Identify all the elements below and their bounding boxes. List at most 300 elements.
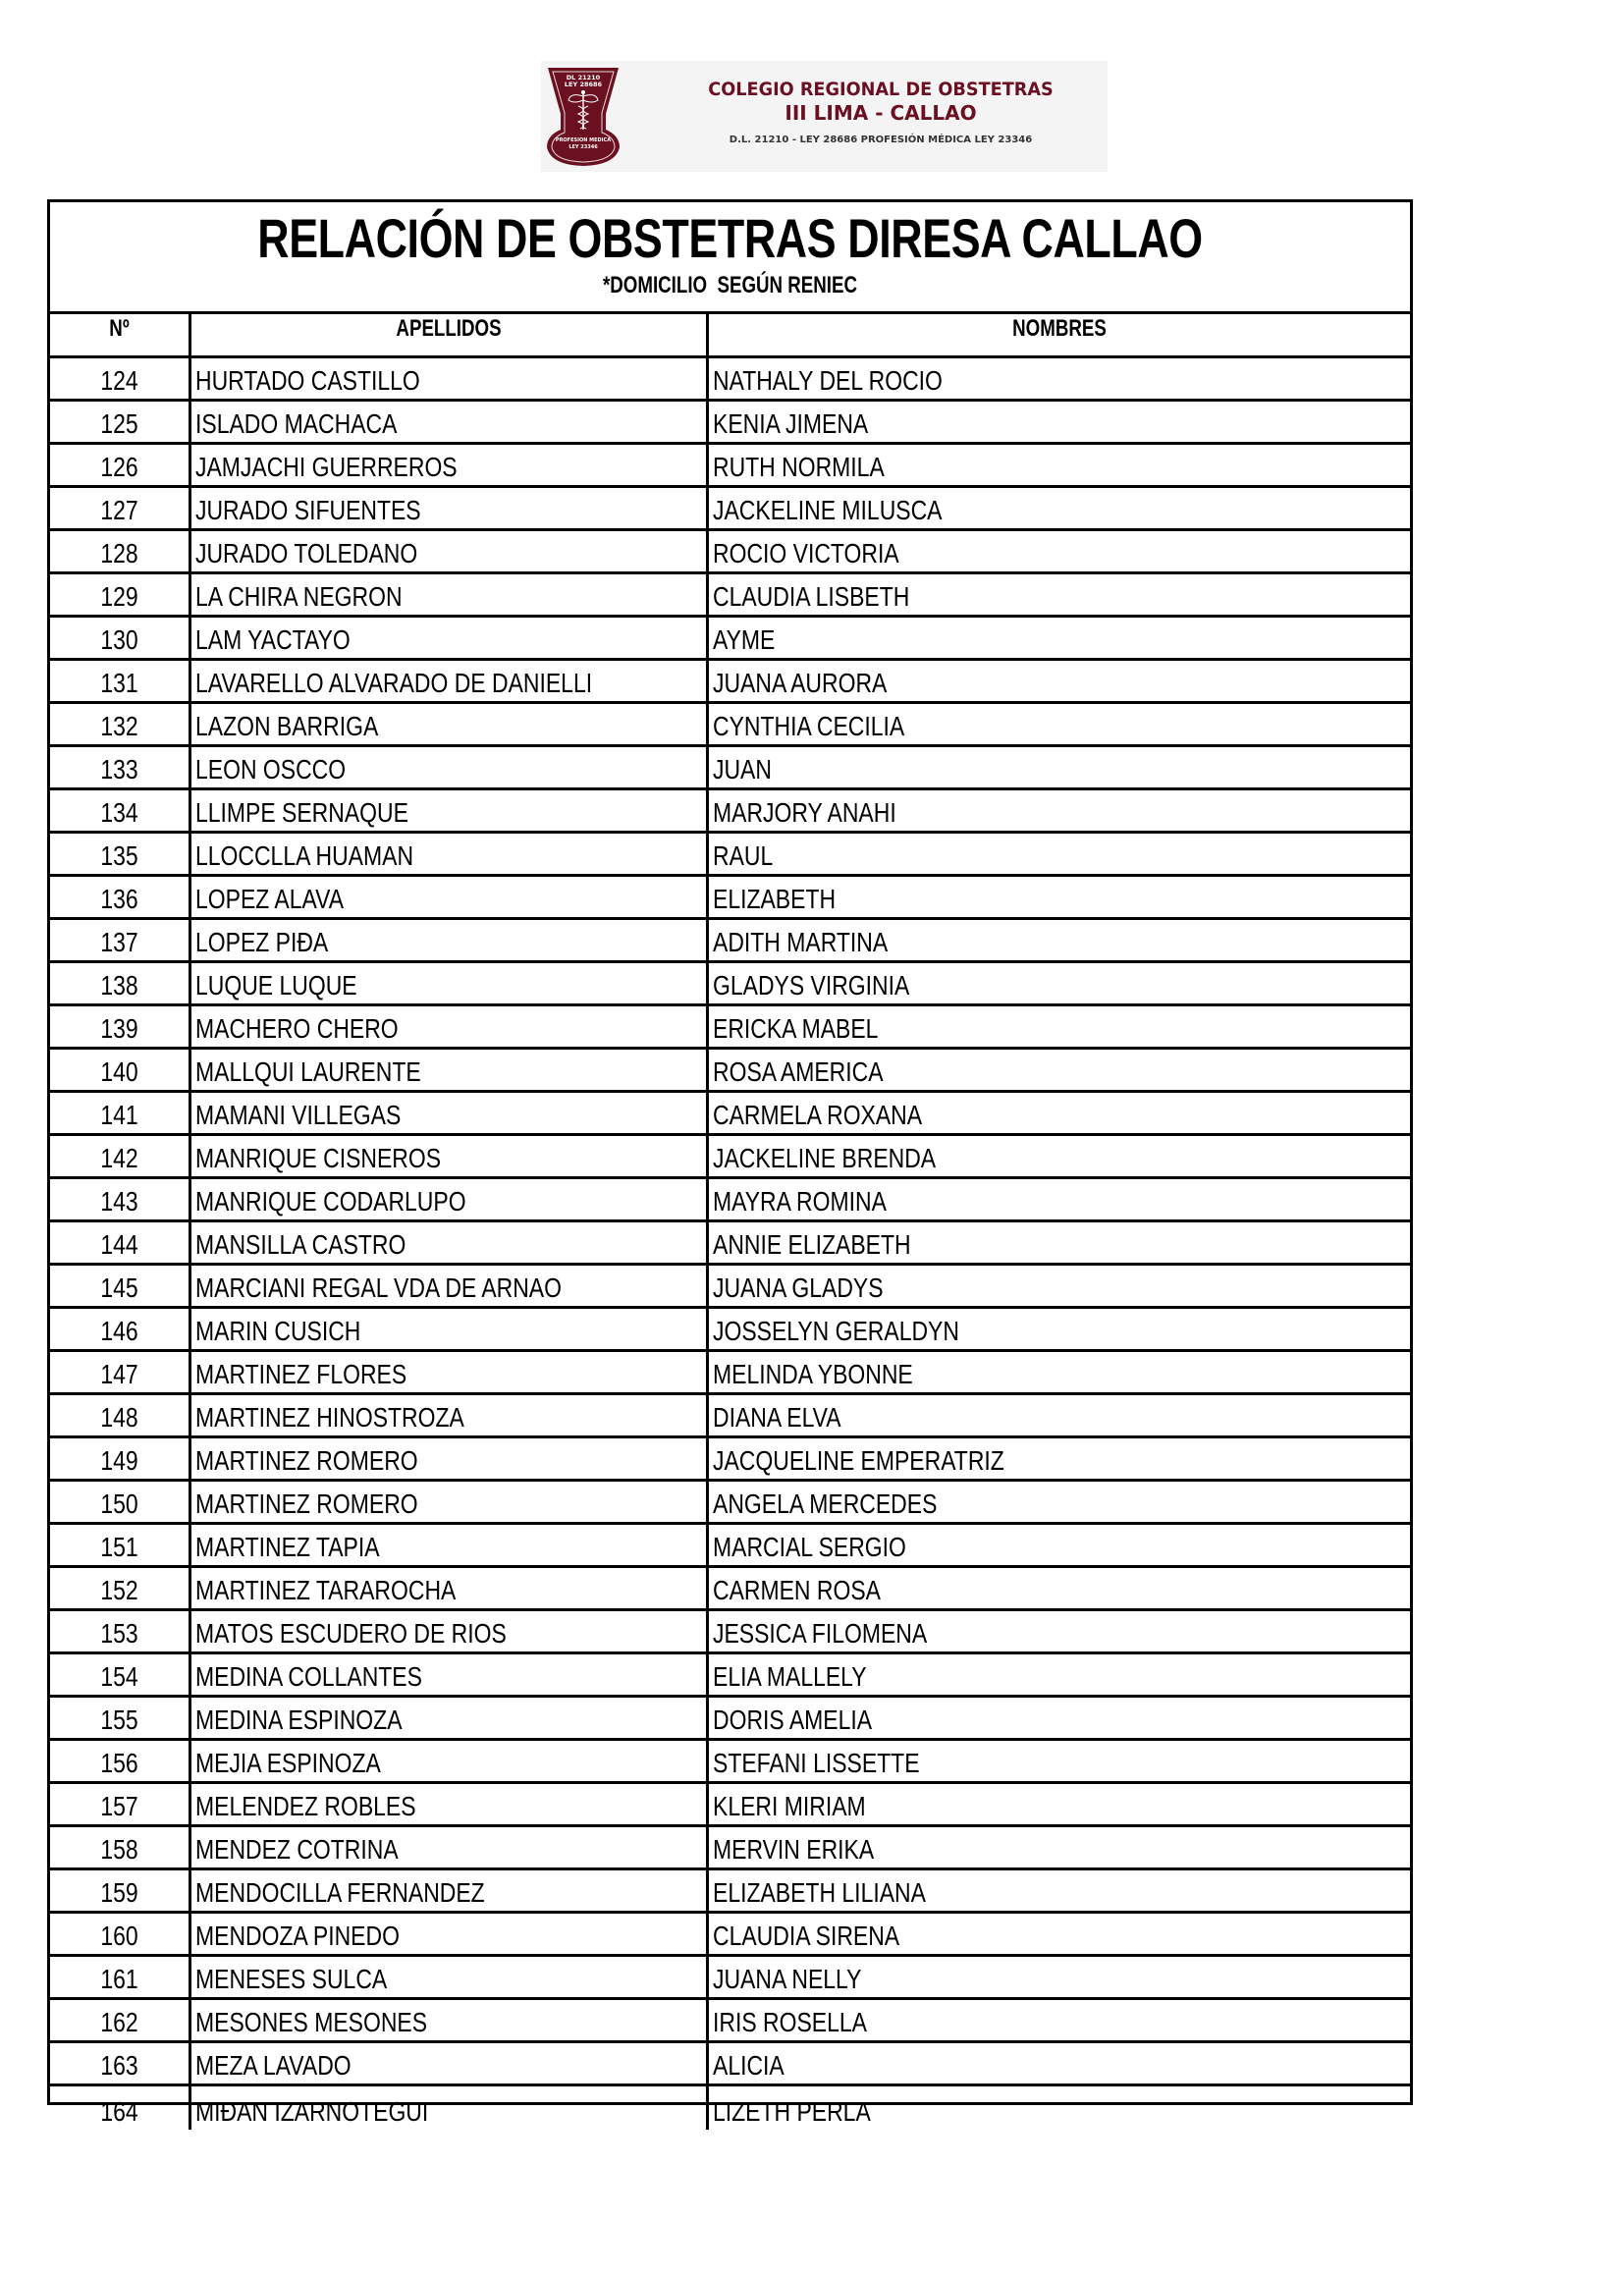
row-number: 132: [100, 711, 138, 741]
row-nombres-cell: [709, 1525, 1410, 1565]
row-nombres: CARMELA ROXANA: [713, 1100, 923, 1130]
row-apellidos-cell: [191, 1741, 709, 1781]
row-number: 124: [100, 365, 138, 396]
row-nombres: ADITH MARTINA: [713, 927, 889, 957]
row-apellidos-cell: [191, 1050, 709, 1090]
row-apellidos-cell: [191, 402, 709, 442]
row-number-cell: [50, 1050, 191, 1090]
row-apellidos: MANRIQUE CISNEROS: [195, 1143, 442, 1173]
row-nombres: CLAUDIA LISBETH: [713, 581, 910, 612]
row-apellidos-cell: [191, 1438, 709, 1479]
row-number: 149: [100, 1445, 138, 1476]
row-apellidos-cell: [191, 834, 709, 874]
obstetras-table: [47, 199, 1413, 2127]
row-apellidos-cell: [191, 1698, 709, 1738]
row-apellidos: LOPEZ PIĐA: [195, 927, 329, 957]
row-nombres-cell: [709, 2086, 1410, 2130]
row-nombres-cell: [709, 445, 1410, 485]
row-number: 156: [100, 1748, 138, 1778]
row-number-cell: [50, 963, 191, 1003]
row-apellidos: MATOS ESCUDERO DE RIOS: [195, 1618, 507, 1649]
row-number: 127: [100, 495, 138, 525]
table-row: [50, 920, 1410, 963]
row-number: 145: [100, 1272, 138, 1303]
row-nombres-cell: [709, 2000, 1410, 2040]
row-number: 161: [100, 1964, 138, 1994]
row-apellidos: LLIMPE SERNAQUE: [195, 797, 408, 828]
row-number-cell: [50, 488, 191, 528]
row-number-cell: [50, 1136, 191, 1176]
row-nombres-cell: [709, 1438, 1410, 1479]
row-number-cell: [50, 1006, 191, 1047]
row-apellidos: MENDOCILLA FERNANDEZ: [195, 1877, 485, 1908]
row-number-cell: [50, 1352, 191, 1392]
row-number: 141: [100, 1100, 138, 1130]
row-nombres: ANNIE ELIZABETH: [713, 1229, 911, 1260]
row-nombres-cell: [709, 1827, 1410, 1867]
svg-text:DL 21210: DL 21210: [566, 74, 601, 81]
row-number-cell: [50, 574, 191, 615]
header-nombres: [709, 314, 1410, 355]
row-nombres: JACKELINE BRENDA: [713, 1143, 937, 1173]
row-number: 160: [100, 1921, 138, 1951]
row-number-cell: [50, 1309, 191, 1349]
header-nombres-label: NOMBRES: [1012, 315, 1107, 342]
row-apellidos: LOPEZ ALAVA: [195, 884, 345, 914]
row-nombres: ROSA AMERICA: [713, 1056, 884, 1087]
row-nombres-cell: [709, 1784, 1410, 1824]
row-apellidos-cell: [191, 358, 709, 399]
table-row: [50, 1611, 1410, 1654]
row-apellidos-cell: [191, 1179, 709, 1219]
row-apellidos-cell: [191, 1266, 709, 1306]
row-nombres: MERVIN ERIKA: [713, 1834, 875, 1865]
row-nombres: GLADYS VIRGINIA: [713, 970, 910, 1001]
row-nombres-cell: [709, 877, 1410, 917]
row-nombres-cell: [709, 1136, 1410, 1176]
row-number-cell: [50, 1914, 191, 1954]
row-number-cell: [50, 1222, 191, 1263]
row-number: 140: [100, 1056, 138, 1087]
row-apellidos-cell: [191, 618, 709, 658]
row-number-cell: [50, 1957, 191, 1997]
row-number: 155: [100, 1705, 138, 1735]
row-number-cell: [50, 1870, 191, 1911]
row-apellidos: MELENDEZ ROBLES: [195, 1791, 416, 1821]
row-apellidos-cell: [191, 1395, 709, 1435]
row-apellidos: MANSILLA CASTRO: [195, 1229, 406, 1260]
row-apellidos-cell: [191, 2086, 709, 2130]
row-apellidos: MESONES MESONES: [195, 2007, 428, 2037]
row-nombres: RAUL: [713, 840, 774, 871]
row-number: 129: [100, 581, 138, 612]
row-number-cell: [50, 747, 191, 787]
row-apellidos: MENDOZA PINEDO: [195, 1921, 400, 1951]
table-row: [50, 1222, 1410, 1266]
row-nombres: ERICKA MABEL: [713, 1013, 879, 1044]
row-apellidos: LA CHIRA NEGRON: [195, 581, 403, 612]
row-number-cell: [50, 1784, 191, 1824]
table-row: [50, 661, 1410, 704]
row-number-cell: [50, 1482, 191, 1522]
row-nombres: JACQUELINE EMPERATRIZ: [713, 1445, 1004, 1476]
header-apellidos: [191, 314, 709, 355]
row-number-cell: [50, 2000, 191, 2040]
row-number-cell: [50, 1438, 191, 1479]
row-nombres-cell: [709, 1654, 1410, 1695]
table-row: [50, 1870, 1410, 1914]
row-nombres: NATHALY DEL ROCIO: [713, 365, 943, 396]
row-number: 142: [100, 1143, 138, 1173]
row-nombres: JUANA NELLY: [713, 1964, 862, 1994]
row-apellidos: MARCIANI REGAL VDA DE ARNAO: [195, 1272, 562, 1303]
table-row: [50, 574, 1410, 618]
row-apellidos: MARTINEZ TARAROCHA: [195, 1575, 457, 1605]
row-apellidos: LAZON BARRIGA: [195, 711, 379, 741]
row-apellidos-cell: [191, 790, 709, 831]
row-number-cell: [50, 2043, 191, 2084]
row-number: 130: [100, 624, 138, 655]
row-apellidos: LAVARELLO ALVARADO DE DANIELLI: [195, 668, 593, 698]
row-number-cell: [50, 790, 191, 831]
row-number-cell: [50, 1568, 191, 1608]
row-apellidos: MARTINEZ ROMERO: [195, 1445, 418, 1476]
document-title: RELACIÓN DE OBSTETRAS DIRESA CALLAO: [257, 207, 1203, 269]
row-nombres: ALICIA: [713, 2050, 785, 2081]
row-nombres-cell: [709, 574, 1410, 615]
row-number: 135: [100, 840, 138, 871]
row-apellidos: MACHERO CHERO: [195, 1013, 399, 1044]
table-row: [50, 877, 1410, 920]
row-nombres-cell: [709, 747, 1410, 787]
table-row: [50, 2043, 1410, 2086]
table-header-row: [50, 314, 1410, 358]
row-apellidos-cell: [191, 1309, 709, 1349]
svg-text:LEY 28686: LEY 28686: [564, 81, 603, 88]
row-apellidos: LUQUE LUQUE: [195, 970, 357, 1001]
row-number-cell: [50, 1741, 191, 1781]
table-row: [50, 358, 1410, 402]
row-nombres: MARJORY ANAHI: [713, 797, 896, 828]
table-row: [50, 2086, 1410, 2130]
table-row: [50, 531, 1410, 574]
row-nombres: STEFANI LISSETTE: [713, 1748, 920, 1778]
row-nombres-cell: [709, 1741, 1410, 1781]
row-apellidos: MARIN CUSICH: [195, 1316, 361, 1346]
row-nombres: CLAUDIA SIRENA: [713, 1921, 900, 1951]
row-nombres-cell: [709, 1006, 1410, 1047]
row-nombres: MARCIAL SERGIO: [713, 1532, 906, 1562]
row-apellidos: MARTINEZ FLORES: [195, 1359, 407, 1389]
row-nombres-cell: [709, 1050, 1410, 1090]
row-number-cell: [50, 1654, 191, 1695]
row-number-cell: [50, 358, 191, 399]
row-number-cell: [50, 661, 191, 701]
row-nombres-cell: [709, 618, 1410, 658]
row-number: 159: [100, 1877, 138, 1908]
row-number-cell: [50, 1395, 191, 1435]
row-number: 143: [100, 1186, 138, 1217]
row-nombres-cell: [709, 1611, 1410, 1651]
row-nombres: DORIS AMELIA: [713, 1705, 873, 1735]
row-nombres-cell: [709, 963, 1410, 1003]
row-number: 150: [100, 1488, 138, 1519]
row-number-cell: [50, 920, 191, 960]
row-apellidos-cell: [191, 1352, 709, 1392]
row-nombres-cell: [709, 661, 1410, 701]
row-nombres-cell: [709, 1266, 1410, 1306]
table-row: [50, 1568, 1410, 1611]
row-nombres-cell: [709, 1093, 1410, 1133]
row-nombres: JACKELINE MILUSCA: [713, 495, 943, 525]
row-nombres: RUTH NORMILA: [713, 452, 885, 482]
row-apellidos: MANRIQUE CODARLUPO: [195, 1186, 466, 1217]
row-nombres: KLERI MIRIAM: [713, 1791, 866, 1821]
row-apellidos-cell: [191, 704, 709, 744]
table-row: [50, 1654, 1410, 1698]
caduceus-shield-icon: [545, 65, 622, 167]
header-no-label: Nº: [109, 315, 130, 342]
row-apellidos: MENESES SULCA: [195, 1964, 388, 1994]
logo-legal-text: D.L. 21210 - LEY 28686 PROFESIÓN MÉDICA LEY 23346: [729, 135, 1033, 145]
table-row: [50, 1309, 1410, 1352]
row-apellidos-cell: [191, 963, 709, 1003]
table-row: [50, 790, 1410, 834]
row-number-cell: [50, 1266, 191, 1306]
row-apellidos-cell: [191, 1957, 709, 1997]
row-number-cell: [50, 1698, 191, 1738]
table-row: [50, 1050, 1410, 1093]
row-number-cell: [50, 877, 191, 917]
table-row: [50, 445, 1410, 488]
table-row: [50, 1352, 1410, 1395]
row-apellidos: MAMANI VILLEGAS: [195, 1100, 402, 1130]
row-number-cell: [50, 445, 191, 485]
row-number: 144: [100, 1229, 138, 1260]
table-row: [50, 963, 1410, 1006]
table-row: [50, 1957, 1410, 2000]
row-nombres: ELIZABETH LILIANA: [713, 1877, 926, 1908]
row-number: 133: [100, 754, 138, 785]
row-number: 139: [100, 1013, 138, 1044]
row-apellidos: MENDEZ COTRINA: [195, 1834, 399, 1865]
row-nombres-cell: [709, 1179, 1410, 1219]
row-apellidos-cell: [191, 445, 709, 485]
header-apellidos-label: APELLIDOS: [396, 315, 502, 342]
row-nombres-cell: [709, 1352, 1410, 1392]
row-apellidos-cell: [191, 1870, 709, 1911]
row-nombres-cell: [709, 402, 1410, 442]
row-number: 136: [100, 884, 138, 914]
row-apellidos-cell: [191, 488, 709, 528]
table-body: [50, 314, 1410, 2130]
row-nombres-cell: [709, 358, 1410, 399]
row-apellidos-cell: [191, 574, 709, 615]
table-row: [50, 1266, 1410, 1309]
table-row: [50, 402, 1410, 445]
table-row: [50, 747, 1410, 790]
row-nombres-cell: [709, 1482, 1410, 1522]
row-apellidos: JAMJACHI GUERREROS: [195, 452, 458, 482]
row-number-cell: [50, 1093, 191, 1133]
row-nombres-cell: [709, 834, 1410, 874]
table-row: [50, 488, 1410, 531]
row-apellidos: HURTADO CASTILLO: [195, 365, 420, 396]
table-row: [50, 1482, 1410, 1525]
row-number: 152: [100, 1575, 138, 1605]
row-nombres-cell: [709, 1395, 1410, 1435]
row-number-cell: [50, 834, 191, 874]
row-apellidos-cell: [191, 1006, 709, 1047]
row-nombres: CARMEN ROSA: [713, 1575, 881, 1605]
row-nombres-cell: [709, 920, 1410, 960]
row-number-cell: [50, 2086, 191, 2130]
row-nombres: MELINDA YBONNE: [713, 1359, 913, 1389]
table-row: [50, 704, 1410, 747]
row-nombres-cell: [709, 531, 1410, 571]
row-nombres: ANGELA MERCEDES: [713, 1488, 938, 1519]
row-apellidos: ISLADO MACHACA: [195, 408, 398, 439]
row-apellidos-cell: [191, 1093, 709, 1133]
row-apellidos: LLOCCLLA HUAMAN: [195, 840, 414, 871]
svg-text:PROFESION MEDICA: PROFESION MEDICA: [555, 137, 612, 143]
table-row: [50, 834, 1410, 877]
row-apellidos: MEZA LAVADO: [195, 2050, 352, 2081]
row-nombres: LIZETH PERLA: [713, 2096, 871, 2127]
row-nombres: JUAN: [713, 754, 772, 785]
row-number-cell: [50, 1827, 191, 1867]
row-apellidos-cell: [191, 2043, 709, 2084]
row-apellidos: MEDINA COLLANTES: [195, 1661, 422, 1692]
table-row: [50, 1179, 1410, 1222]
row-apellidos-cell: [191, 1222, 709, 1263]
row-apellidos: MARTINEZ TAPIA: [195, 1532, 380, 1562]
row-nombres: ELIA MALLELY: [713, 1661, 867, 1692]
table-row: [50, 1698, 1410, 1741]
row-nombres: CYNTHIA CECILIA: [713, 711, 905, 741]
row-nombres: KENIA JIMENA: [713, 408, 869, 439]
row-nombres: DIANA ELVA: [713, 1402, 841, 1433]
row-apellidos: JURADO SIFUENTES: [195, 495, 421, 525]
row-apellidos-cell: [191, 1525, 709, 1565]
row-number: 137: [100, 927, 138, 957]
row-nombres: JUANA GLADYS: [713, 1272, 884, 1303]
row-number: 162: [100, 2007, 138, 2037]
row-nombres-cell: [709, 488, 1410, 528]
table-row: [50, 1741, 1410, 1784]
row-apellidos: LAM YACTAYO: [195, 624, 351, 655]
row-apellidos-cell: [191, 877, 709, 917]
row-nombres-cell: [709, 790, 1410, 831]
row-number: 158: [100, 1834, 138, 1865]
row-nombres-cell: [709, 704, 1410, 744]
row-nombres: ROCIO VICTORIA: [713, 538, 899, 568]
row-number-cell: [50, 531, 191, 571]
row-number-cell: [50, 704, 191, 744]
row-number-cell: [50, 1611, 191, 1651]
row-number: 163: [100, 2050, 138, 2081]
row-number: 154: [100, 1661, 138, 1692]
row-number: 131: [100, 668, 138, 698]
title-block: [50, 202, 1410, 314]
table-row: [50, 2000, 1410, 2043]
table-row: [50, 1093, 1410, 1136]
row-nombres-cell: [709, 1870, 1410, 1911]
row-nombres: AYME: [713, 624, 776, 655]
row-apellidos: MARTINEZ HINOSTROZA: [195, 1402, 464, 1433]
row-number-cell: [50, 1525, 191, 1565]
row-apellidos-cell: [191, 1654, 709, 1695]
row-nombres-cell: [709, 2043, 1410, 2084]
table-row: [50, 618, 1410, 661]
row-nombres-cell: [709, 1568, 1410, 1608]
row-nombres-cell: [709, 1222, 1410, 1263]
row-number: 138: [100, 970, 138, 1001]
row-apellidos: MARTINEZ ROMERO: [195, 1488, 418, 1519]
row-apellidos-cell: [191, 1827, 709, 1867]
row-apellidos-cell: [191, 1568, 709, 1608]
table-row: [50, 1395, 1410, 1438]
row-nombres: JUANA AURORA: [713, 668, 888, 698]
table-row: [50, 1827, 1410, 1870]
row-number: 148: [100, 1402, 138, 1433]
row-apellidos-cell: [191, 2000, 709, 2040]
table-row: [50, 1914, 1410, 1957]
row-nombres: IRIS ROSELLA: [713, 2007, 867, 2037]
row-nombres: ELIZABETH: [713, 884, 837, 914]
row-apellidos: MALLQUI LAURENTE: [195, 1056, 421, 1087]
row-apellidos-cell: [191, 920, 709, 960]
table-row: [50, 1438, 1410, 1482]
row-number: 164: [100, 2096, 138, 2127]
row-number: 151: [100, 1532, 138, 1562]
row-number-cell: [50, 402, 191, 442]
row-apellidos: LEON OSCCO: [195, 754, 347, 785]
row-apellidos-cell: [191, 1784, 709, 1824]
row-number: 146: [100, 1316, 138, 1346]
row-nombres: MAYRA ROMINA: [713, 1186, 887, 1217]
row-apellidos-cell: [191, 531, 709, 571]
row-apellidos-cell: [191, 1482, 709, 1522]
row-apellidos-cell: [191, 747, 709, 787]
row-number: 153: [100, 1618, 138, 1649]
row-number-cell: [50, 618, 191, 658]
row-apellidos-cell: [191, 661, 709, 701]
row-number-cell: [50, 1179, 191, 1219]
row-nombres: JOSSELYN GERALDYN: [713, 1316, 959, 1346]
row-nombres-cell: [709, 1957, 1410, 1997]
row-nombres-cell: [709, 1698, 1410, 1738]
row-nombres-cell: [709, 1914, 1410, 1954]
row-number: 134: [100, 797, 138, 828]
logo-region: III LIMA - CALLAO: [785, 101, 977, 125]
row-number: 126: [100, 452, 138, 482]
row-apellidos-cell: [191, 1914, 709, 1954]
row-apellidos: MIĐAN IZARNOTEGUI: [195, 2096, 429, 2127]
row-nombres-cell: [709, 1309, 1410, 1349]
row-number: 147: [100, 1359, 138, 1389]
table-row: [50, 1136, 1410, 1179]
row-number: 128: [100, 538, 138, 568]
row-apellidos-cell: [191, 1136, 709, 1176]
row-number: 125: [100, 408, 138, 439]
table-row: [50, 1006, 1410, 1050]
row-nombres: JESSICA FILOMENA: [713, 1618, 928, 1649]
row-apellidos-cell: [191, 1611, 709, 1651]
row-apellidos: MEDINA ESPINOZA: [195, 1705, 403, 1735]
header-no: [50, 314, 191, 355]
table-row: [50, 1525, 1410, 1568]
